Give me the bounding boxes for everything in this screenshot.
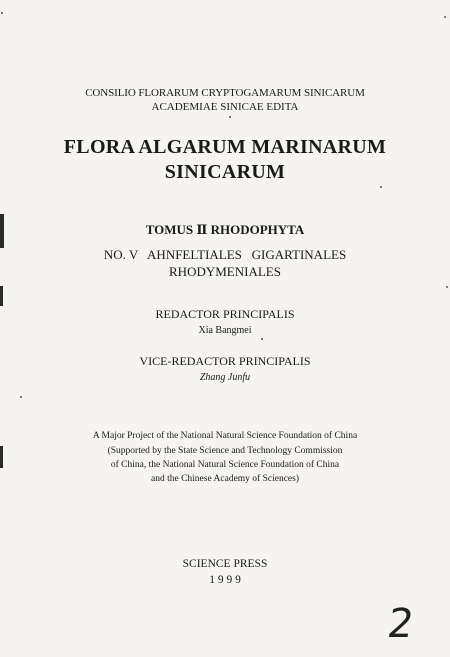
number-line-1: NO. V AHNFELTIALES GIGARTINALES	[103, 247, 347, 262]
scan-edge-mark	[0, 286, 3, 306]
publication-year: 1 9 9 9	[209, 574, 241, 586]
speck	[444, 16, 446, 18]
vice-redactor-name: Zhang Junfu	[199, 372, 251, 383]
speck	[229, 116, 231, 118]
main-title-line-2: SINICARUM	[164, 161, 286, 183]
project-line-1: A Major Project of the National Natural Science Foundation of China	[92, 431, 358, 441]
handwritten-page-mark: 2	[384, 601, 417, 647]
speck	[261, 338, 263, 340]
vice-redactor-label: VICE-REDACTOR PRINCIPALIS	[139, 354, 311, 368]
redactor-label: REDACTOR PRINCIPALIS	[155, 307, 295, 321]
main-title-line-1: FLORA ALGARUM MARINARUM	[63, 136, 387, 158]
speck	[20, 396, 22, 398]
speck	[1, 12, 3, 14]
redactor-name: Xia Bangmei	[198, 325, 252, 336]
project-line-2: (Supported by the State Science and Technology Commission	[107, 446, 343, 456]
tomus-line: TOMUS Ⅱ RHODOPHYTA	[145, 222, 305, 237]
project-line-4: and the Chinese Academy of Sciences)	[151, 474, 299, 484]
project-line-3: of China, the National Natural Science Foundation of China	[110, 460, 340, 470]
header-line-2: ACADEMIAE SINICAE EDITA	[151, 101, 299, 113]
publisher-name: SCIENCE PRESS	[182, 558, 268, 570]
speck	[380, 186, 382, 188]
number-line-2: RHODYMENIALES	[169, 264, 281, 279]
speck	[446, 286, 448, 288]
header-line-1: CONSILIO FLORARUM CRYPTOGAMARUM SINICARUM	[85, 87, 365, 99]
